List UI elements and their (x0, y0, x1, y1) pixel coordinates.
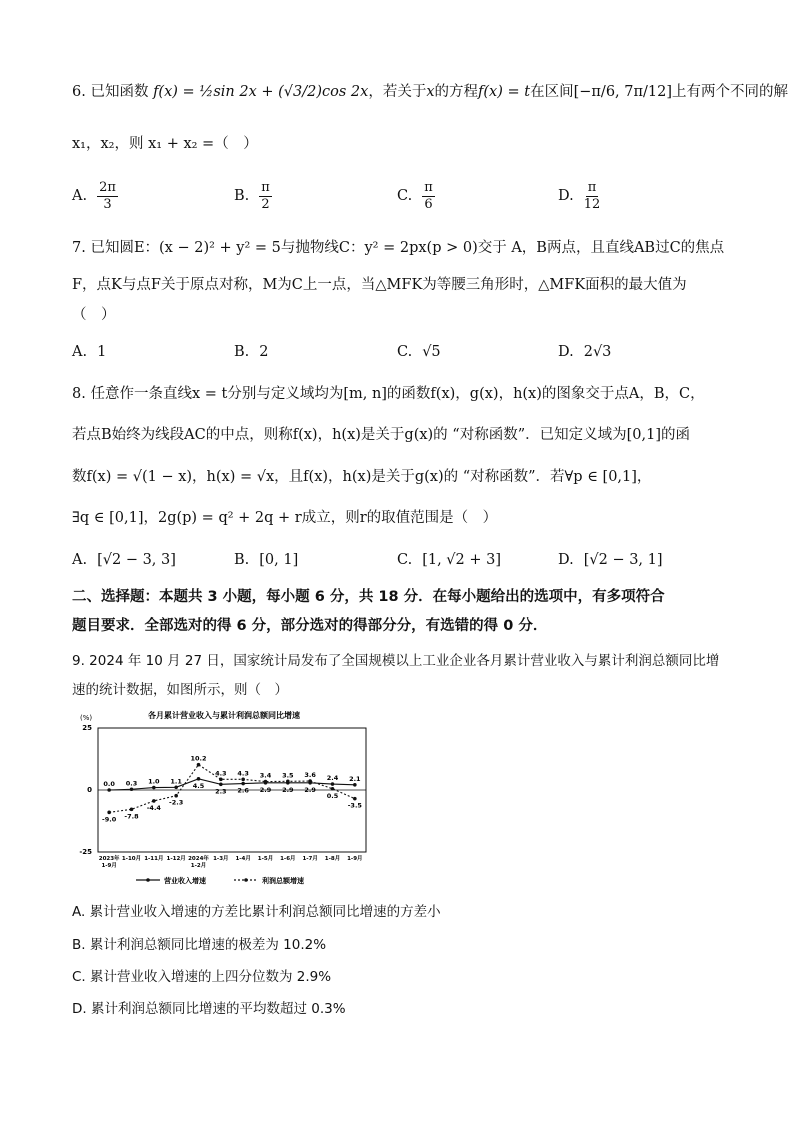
revenue-point (197, 777, 201, 781)
profit-point (174, 794, 178, 798)
q7-option-a[interactable]: A. 1 (72, 344, 107, 360)
q9-option-a[interactable]: A. 累计营业收入增速的方差比累计利润总额同比增速的方差小 (72, 904, 441, 920)
q6-interval: [−π/6, 7π/12] (573, 84, 673, 100)
q9-option-d[interactable]: D. 累计利润总额同比增速的平均数超过 0.3% (72, 1001, 346, 1017)
y-tick-bottom: -25 (79, 848, 92, 856)
q8-option-c[interactable]: C. [1, √2 + 3] (397, 552, 502, 568)
x-tick-label: 1-12月 (166, 856, 186, 862)
profit-point (331, 787, 335, 791)
q7-line1: 7. 已知圆E：(x − 2)² + y² = 5与抛物线C：y² = 2px(p > 0)交于 A，B两点，且直线AB过C的焦点 (72, 240, 725, 256)
x-tick-label: 2023年 (98, 856, 120, 862)
revenue-point (331, 782, 335, 786)
q7-option-d[interactable]: D. 2√3 (558, 344, 612, 360)
q8-line1: 8. 任意作一条直线x = t分别与定义域均为[m, n]的函数f(x)，g(x)，h(x)的图象交于点A，B，C， (72, 386, 705, 402)
revenue-series-line (109, 779, 355, 790)
section2-heading-line2: 题目要求．全部选对的得 6 分，部分选对的得部分分，有选错的得 0 分． (72, 618, 548, 634)
x-tick-label: 1-4月 (235, 856, 251, 862)
profit-data-label: 3.6 (304, 771, 316, 780)
q8-option-a[interactable]: A. [√2 − 3, 3] (72, 552, 176, 568)
profit-point (197, 763, 201, 767)
q8-option-b[interactable]: B. [0, 1] (234, 552, 299, 568)
q6-line1: 6. 已知函数 f(x) = ½sin 2x + (√3/2)cos 2x，若关于x的方程f(x) = t在区间[−π/6, 7π/12]上有两个不同的解 (72, 84, 789, 100)
q9-line1: 9. 2024 年 10 月 27 日，国家统计局发布了全国规模以上工业企业各月累计营业收入与累计利润总额同比增 (72, 653, 720, 669)
q8-option-d[interactable]: D. [√2 − 3, 1] (558, 552, 663, 568)
profit-data-label: -4.4 (146, 803, 161, 812)
x-tick-label: 1-7月 (302, 856, 318, 862)
q6-option-b[interactable]: B. $\frac{\pi}{2}$ (234, 179, 270, 212)
profit-point (353, 797, 357, 801)
profit-point (219, 778, 223, 782)
q7-line3: （ ） (72, 307, 116, 323)
y-tick-zero: 0 (87, 786, 92, 794)
profit-point (152, 799, 156, 803)
q6-option-c[interactable]: C. $\frac{\pi}{6}$ (397, 179, 433, 212)
q8-line4: ∃q ∈ [0,1]，2g(p) = q² + 2q + r成立，则r的取值范围是（ ） (72, 510, 498, 526)
x-tick-label: 1-3月 (213, 856, 229, 862)
profit-point (286, 780, 290, 784)
profit-data-label: 4.3 (215, 769, 227, 778)
profit-point (241, 778, 245, 782)
revenue-data-label: 4.5 (192, 781, 205, 790)
x-tick-label: 1-11月 (144, 856, 164, 862)
revenue-data-label: 2.9 (304, 785, 316, 794)
q8-line2: 若点B始终为线段AC的中点，则称f(x)，h(x)是关于g(x)的 “对称函数”．已知定义域为[0,1]的函 (72, 427, 690, 443)
chart-y-unit: (%) (80, 714, 93, 722)
x-tick-label: 1-10月 (121, 856, 142, 862)
profit-point (130, 808, 134, 812)
x-tick-label: 2024年 (188, 856, 209, 862)
revenue-point (353, 783, 357, 787)
profit-data-label: -2.3 (169, 798, 184, 807)
q7-option-b[interactable]: B. 2 (234, 344, 269, 360)
growth-chart (74, 708, 374, 886)
x-tick-label: 1-2月 (190, 863, 207, 869)
profit-data-label: 10.2 (190, 754, 207, 763)
q6-line2: x₁，x₂，则 x₁ + x₂ =（ ） (72, 136, 258, 152)
q8-options (72, 540, 772, 580)
profit-data-label: 3.5 (282, 771, 294, 780)
revenue-data-label: 2.6 (237, 786, 249, 795)
profit-data-label: 3.4 (259, 771, 272, 780)
revenue-point (152, 786, 156, 790)
profit-data-label: -9.0 (102, 815, 117, 824)
profit-data-label: 0.5 (326, 791, 339, 800)
q9-option-c[interactable]: C. 累计营业收入增速的上四分位数为 2.9% (72, 969, 332, 985)
x-tick-label: 1-9月 (347, 856, 363, 862)
q7-line2: F，点K与点F关于原点对称，M为C上一点，当△MFK为等腰三角形时，△MFK面积的最大值为 (72, 277, 687, 293)
y-tick-top: 25 (82, 724, 92, 732)
profit-point (308, 779, 312, 783)
revenue-data-label: 2.9 (282, 785, 294, 794)
q9-line2: 速的统计数据，如图所示，则（ ） (72, 682, 288, 698)
revenue-point (130, 787, 134, 791)
profit-data-label: -7.8 (124, 812, 139, 821)
revenue-data-label: 2.4 (326, 774, 339, 783)
x-tick-label: 1-6月 (280, 856, 296, 862)
profit-point (264, 780, 268, 784)
x-tick-label: 1-5月 (257, 856, 274, 862)
revenue-point (107, 788, 111, 792)
q7-option-c[interactable]: C. √5 (397, 344, 441, 360)
q7-options (72, 332, 772, 372)
chart-plot-area (98, 728, 366, 869)
profit-data-label: -3.5 (347, 801, 362, 810)
profit-data-label: 4.3 (237, 769, 249, 778)
q9-option-b[interactable]: B. 累计利润总额同比增速的极差为 10.2% (72, 937, 327, 953)
legend-revenue: 营业收入增速 (164, 877, 206, 885)
revenue-data-label: 2.1 (349, 774, 361, 783)
revenue-point (241, 782, 245, 786)
q8-line3: 数f(x) = √(1 − x)，h(x) = √x，且f(x)，h(x)是关于g(x)的 “对称函数”．若∀p ∈ [0,1]， (72, 469, 652, 485)
q6-function: f(x) = ½sin 2x + (√3/2)cos 2x (153, 84, 369, 100)
chart-legend (136, 876, 304, 885)
q6-option-d[interactable]: D. $\frac{\pi}{12}$ (558, 179, 601, 212)
q6-equation: f(x) = t (478, 84, 531, 100)
q6-option-a[interactable]: A. $\frac{2\pi}{3}$ (72, 179, 116, 212)
revenue-data-label: 0.3 (125, 779, 138, 788)
legend-profit: 利润总额增速 (262, 877, 304, 885)
profit-point (107, 811, 111, 815)
chart-title: 各月累计营业收入与累计利润总额同比增速 (148, 711, 300, 720)
section2-heading-line1: 二、选择题：本题共 3 小题，每小题 6 分，共 18 分．在每小题给出的选项中，有多项符合 (72, 589, 665, 605)
revenue-point (174, 785, 178, 789)
q6-options (72, 176, 772, 216)
revenue-data-label: 2.3 (215, 787, 227, 796)
x-tick-label: 1-9月 (101, 863, 117, 869)
revenue-data-label: 1.1 (170, 777, 182, 786)
x-tick-label: 1-8月 (324, 856, 341, 862)
revenue-data-label: 1.0 (148, 777, 160, 786)
revenue-point (219, 782, 223, 786)
revenue-data-label: 2.9 (259, 785, 272, 794)
growth-chart-svg (74, 708, 374, 886)
revenue-data-label: 0.0 (103, 780, 115, 788)
